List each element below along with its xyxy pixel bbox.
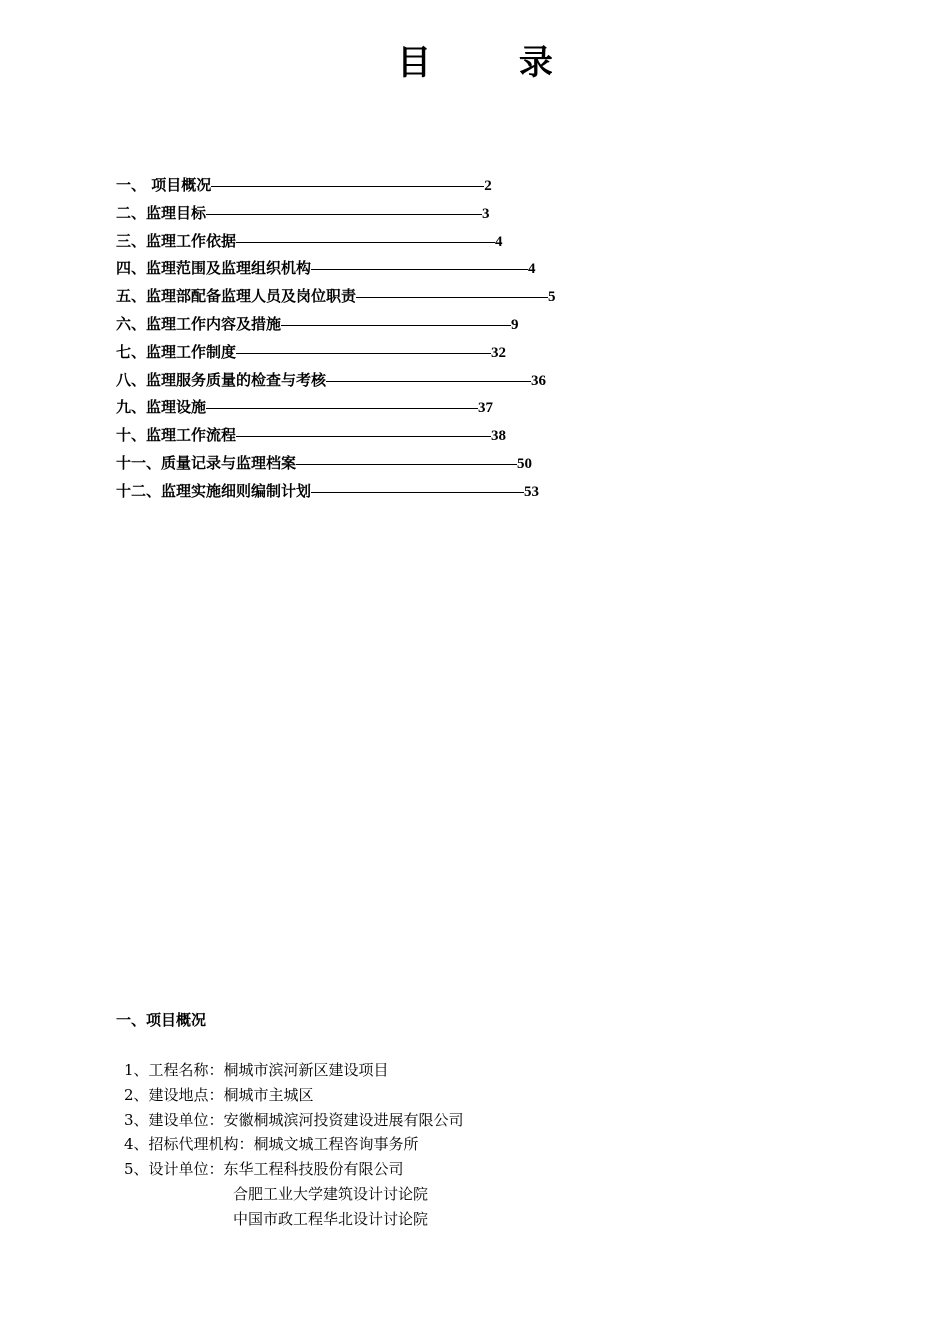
toc-entry[interactable] bbox=[116, 478, 556, 506]
info-item-value: 东华工程科技股份有限公司 bbox=[223, 1160, 404, 1179]
info-item bbox=[124, 1157, 464, 1182]
toc-page-number: 3 bbox=[482, 205, 490, 222]
design-unit-continuation: 合肥工业大学建筑设计讨论院 bbox=[233, 1184, 429, 1203]
toc-page-number: 53 bbox=[524, 483, 540, 500]
info-item-value: 桐城市主城区 bbox=[223, 1085, 314, 1104]
toc-entry[interactable] bbox=[116, 311, 556, 339]
info-item-label: 4、招标代理机构： bbox=[124, 1135, 254, 1154]
toc-entry[interactable] bbox=[116, 367, 556, 395]
toc-leader-line bbox=[236, 435, 491, 437]
page-title: 目 录 bbox=[397, 43, 591, 83]
toc-page-number: 9 bbox=[511, 316, 519, 333]
toc-entry-label: 七、监理工作制度 bbox=[116, 342, 237, 361]
info-item bbox=[124, 1132, 464, 1157]
toc-entry-label: 十一、质量记录与监理档案 bbox=[116, 453, 297, 472]
toc-leader-line bbox=[236, 352, 491, 354]
toc-entry-label: 六、监理工作内容及措施 bbox=[116, 314, 282, 333]
info-item-label: 2、建设地点： bbox=[124, 1085, 224, 1104]
project-info-list bbox=[124, 1058, 464, 1232]
toc-entry-label: 十二、监理实施细则编制计划 bbox=[116, 481, 312, 500]
info-item bbox=[124, 1058, 464, 1083]
toc-leader-line bbox=[206, 407, 478, 409]
toc-leader-line bbox=[211, 185, 484, 187]
toc-page-number: 50 bbox=[517, 455, 533, 472]
design-unit-continuation: 中国市政工程华北设计讨论院 bbox=[233, 1209, 429, 1228]
toc-entry[interactable] bbox=[116, 422, 556, 450]
toc-leader-line bbox=[356, 296, 548, 298]
toc-entry-label: 五、监理部配备监理人员及岗位职责 bbox=[116, 287, 357, 306]
toc-entry-label: 二、监理目标 bbox=[116, 203, 207, 222]
toc-page-number: 38 bbox=[491, 428, 507, 445]
section-heading: 一、项目概况 bbox=[116, 1011, 207, 1029]
toc-entry[interactable] bbox=[116, 228, 556, 256]
info-item-label: 1、工程名称： bbox=[124, 1061, 224, 1079]
toc-leader-line bbox=[311, 491, 524, 493]
toc-entry[interactable] bbox=[116, 200, 556, 228]
toc-entry-label: 四、监理范围及监理组织机构 bbox=[116, 259, 312, 278]
toc-entry[interactable] bbox=[116, 283, 556, 311]
toc-page-number: 36 bbox=[531, 372, 547, 389]
toc-leader-line bbox=[311, 268, 528, 270]
toc-entry[interactable] bbox=[116, 172, 556, 200]
toc-entry-label: 十、监理工作流程 bbox=[116, 426, 237, 445]
toc-page-number: 37 bbox=[478, 400, 494, 417]
table-of-contents bbox=[116, 172, 556, 506]
toc-entry-label: 九、监理设施 bbox=[116, 398, 207, 417]
toc-entry[interactable] bbox=[116, 255, 556, 283]
toc-entry-label: 一、 项目概况 bbox=[116, 176, 212, 194]
info-item-label: 3、建设单位： bbox=[124, 1110, 224, 1129]
info-item-value: 桐城文城工程咨询事务所 bbox=[253, 1135, 419, 1154]
toc-entry[interactable] bbox=[116, 394, 556, 422]
toc-entry[interactable] bbox=[116, 450, 556, 478]
toc-leader-line bbox=[206, 213, 482, 215]
info-item bbox=[124, 1108, 464, 1133]
toc-entry[interactable] bbox=[116, 339, 556, 367]
toc-page-number: 32 bbox=[491, 344, 507, 361]
toc-entry-label: 八、监理服务质量的检查与考核 bbox=[116, 370, 327, 389]
toc-page-number: 2 bbox=[484, 178, 492, 194]
toc-leader-line bbox=[236, 241, 495, 243]
toc-leader-line bbox=[281, 324, 511, 326]
toc-leader-line bbox=[326, 380, 531, 382]
toc-leader-line bbox=[296, 463, 517, 465]
info-item-value: 桐城市滨河新区建设项目 bbox=[223, 1061, 389, 1079]
info-item-value: 安徽桐城滨河投资建设进展有限公司 bbox=[223, 1110, 464, 1129]
info-item-label: 5、设计单位： bbox=[124, 1160, 224, 1179]
toc-page-number: 4 bbox=[495, 233, 503, 250]
toc-page-number: 5 bbox=[548, 289, 556, 306]
info-item bbox=[124, 1083, 464, 1108]
toc-entry-label: 三、监理工作依据 bbox=[116, 231, 237, 250]
toc-page-number: 4 bbox=[528, 261, 536, 278]
